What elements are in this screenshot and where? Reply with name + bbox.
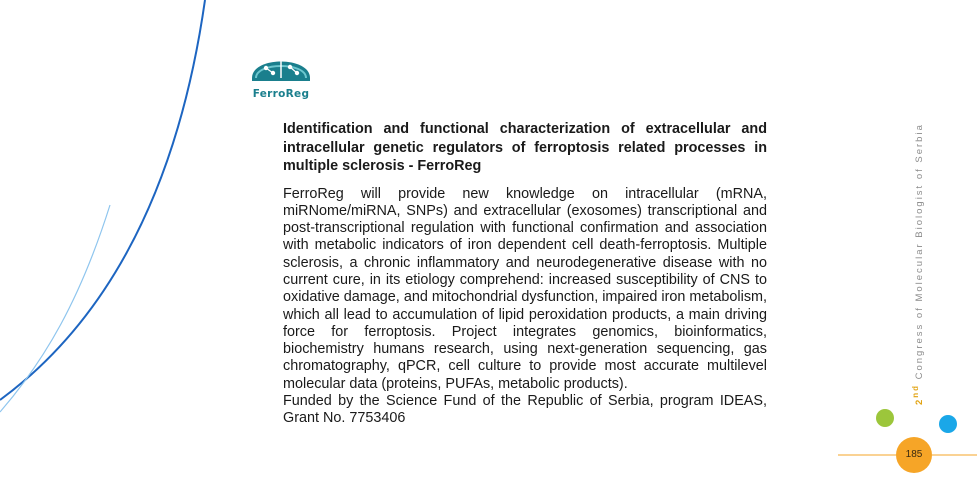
- article-title: Identification and functional characterization of extracellular and intracellular genetic regulators of ferroptosis related processes in multiple sclerosis - FerroReg: [283, 121, 767, 174]
- green-dot: [876, 409, 894, 427]
- logo-wordmark: FerroReg: [252, 88, 310, 100]
- congress-ordinal: 2: [914, 397, 926, 405]
- decorative-curve-dark: [0, 0, 205, 400]
- decorative-curve-light: [0, 205, 110, 412]
- congress-ordinal-suffix: nd: [911, 384, 920, 398]
- cyan-dot: [939, 415, 957, 433]
- funding-statement: Funded by the Science Fund of the Republic of Serbia, program IDEAS, Grant No. 7753406: [283, 393, 767, 427]
- article-body: FerroReg will provide new knowledge on intracellular (mRNA, miRNome/miRNA, SNPs) and extracellular (exosomes) transcriptional and post-transcriptional regulation with functional confirmation and association with metabolic indicators of iron dependent cell death-ferroptosis. Multiple sclerosis, a chronic inflammatory and neurodegenerative disease with no current cure, in its etiology comprehend: increased susceptibility of CNS to oxidative damage, and mitochondrial dysfunction, impaired iron metabolism, which all lead to accumulation of lipid peroxidation products, a main driving force for ferroptosis. Project integrates genomics, bioinformatics, biochemistry humans research, using next-generation sequencing, gas chromatography, qPCR, cell culture to provide most accurate multilevel molecular data (proteins, PUFAs, metabolic products).: [283, 185, 767, 392]
- article-content: [283, 120, 767, 428]
- page-number: 185: [896, 437, 932, 473]
- congress-name: Congress of Molecular Biologist of Serbia: [914, 123, 926, 385]
- congress-vertical-title: [911, 123, 925, 405]
